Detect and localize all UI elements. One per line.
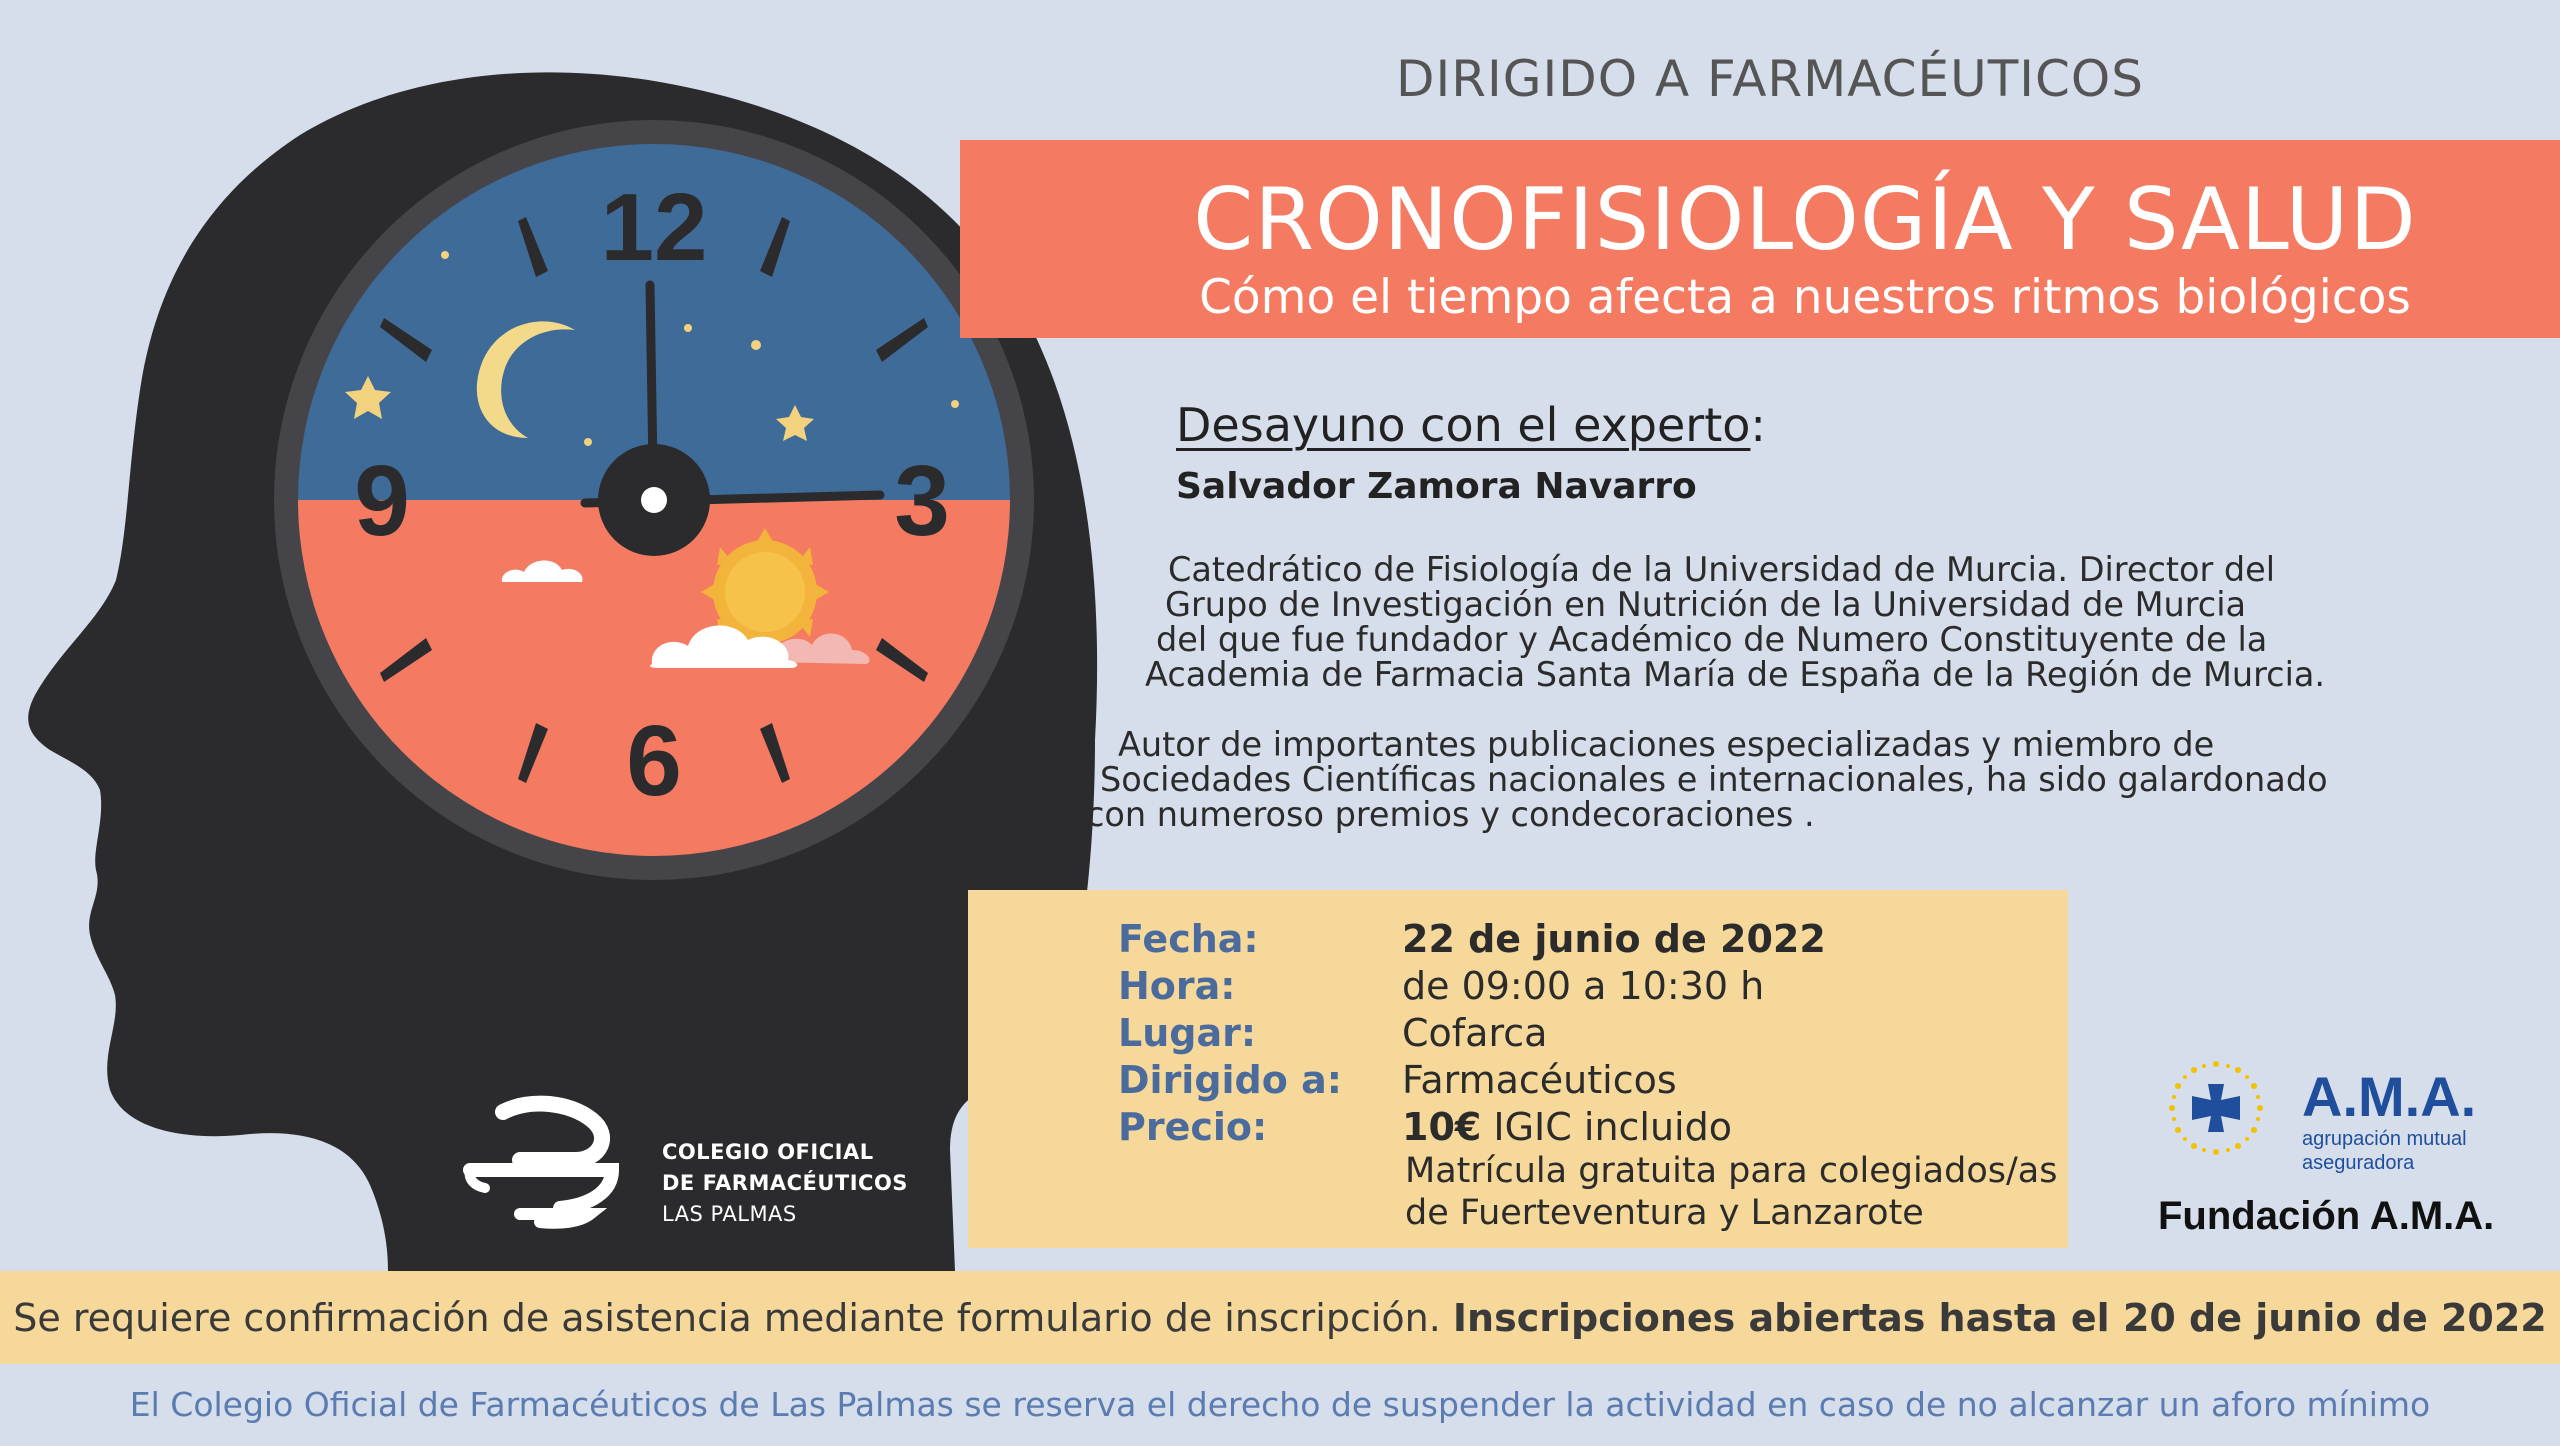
- star-dot: [684, 324, 692, 332]
- expert-heading-colon: :: [1750, 398, 1766, 452]
- registration-notice: [0, 1296, 2560, 1340]
- bio-line: Catedrático de Fisiología de la Universidad de Murcia. Director del: [1168, 550, 2276, 589]
- precio-value: [1402, 1105, 1732, 1149]
- clock-numeral-9: 9: [354, 445, 410, 557]
- fundacion-ama: Fundación A.M.A.: [2158, 1194, 2495, 1238]
- star-dot: [751, 340, 761, 350]
- precio-tax: IGIC incluido: [1481, 1105, 1732, 1149]
- ama-logo-icon: [2168, 1060, 2264, 1180]
- precio-amount: 10€: [1402, 1105, 1482, 1149]
- expert-heading: [1176, 398, 1766, 452]
- event-title: CRONOFISIOLOGÍA Y SALUD: [1193, 170, 2417, 270]
- hora-label: Hora:: [1118, 964, 1236, 1008]
- audience-heading: DIRIGIDO A FARMACÉUTICOS: [1395, 50, 2145, 108]
- fecha-value: 22 de junio de 2022: [1402, 917, 1826, 961]
- head-clock-illustration: [0, 0, 1100, 1446]
- clock-numeral-6: 6: [626, 705, 682, 817]
- star-dot: [951, 400, 959, 408]
- clock-center: [641, 487, 667, 513]
- star-dot: [441, 251, 449, 259]
- expert-heading-text: Desayuno con el experto: [1176, 398, 1751, 452]
- clock-numeral-12: 12: [600, 174, 708, 281]
- ama-subtitle-line1: agrupación mutual: [2302, 1128, 2467, 1150]
- precio-label: Precio:: [1118, 1105, 1268, 1149]
- dirigido-label: Dirigido a:: [1118, 1058, 1342, 1102]
- bio-line: Autor de importantes publicaciones especializadas y miembro de: [1118, 725, 2215, 764]
- registration-requirement: Se requiere confirmación de asistencia mediante formulario de inscripción.: [13, 1296, 1453, 1340]
- disclaimer: El Colegio Oficial de Farmacéuticos de Las Palmas se reserva el derecho de suspender la actividad en caso de no alcanzar un aforo mínimo: [129, 1385, 2431, 1424]
- colegio-name-line1: COLEGIO OFICIAL: [662, 1140, 874, 1164]
- lugar-value: Cofarca: [1402, 1011, 1548, 1055]
- precio-note-line2: de Fuerteventura y Lanzarote: [1405, 1193, 1924, 1233]
- bio-line: Sociedades Científicas nacionales e internacionales, ha sido galardonado: [1100, 760, 2328, 799]
- fecha-label: Fecha:: [1118, 917, 1259, 961]
- colegio-name-line2: DE FARMACÉUTICOS: [662, 1171, 908, 1195]
- dirigido-value: Farmacéuticos: [1402, 1058, 1677, 1102]
- lugar-label: Lugar:: [1118, 1011, 1257, 1055]
- bio-line: Academia de Farmacia Santa María de España de la Región de Murcia.: [1145, 655, 2326, 694]
- ama-name: A.M.A.: [2302, 1065, 2477, 1128]
- clock-numeral-3: 3: [894, 445, 950, 557]
- bio-line: del que fue fundador y Académico de Numero Constituyente de la: [1156, 620, 2268, 659]
- bio-line: Grupo de Investigación en Nutrición de la Universidad de Murcia: [1165, 585, 2247, 624]
- star-dot: [584, 438, 592, 446]
- expert-name: Salvador Zamora Navarro: [1176, 466, 1697, 507]
- precio-note-line1: Matrícula gratuita para colegiados/as: [1405, 1151, 2058, 1191]
- bio-line: con numeroso premios y condecoraciones .: [1086, 795, 1815, 834]
- hora-value: de 09:00 a 10:30 h: [1402, 964, 1765, 1008]
- registration-deadline: Inscripciones abiertas hasta el 20 de junio de 2022: [1452, 1296, 2547, 1340]
- event-subtitle: Cómo el tiempo afecta a nuestros ritmos biológicos: [1199, 270, 2411, 325]
- ama-subtitle-line2: aseguradora: [2302, 1152, 2415, 1174]
- colegio-name-line3: LAS PALMAS: [662, 1202, 797, 1226]
